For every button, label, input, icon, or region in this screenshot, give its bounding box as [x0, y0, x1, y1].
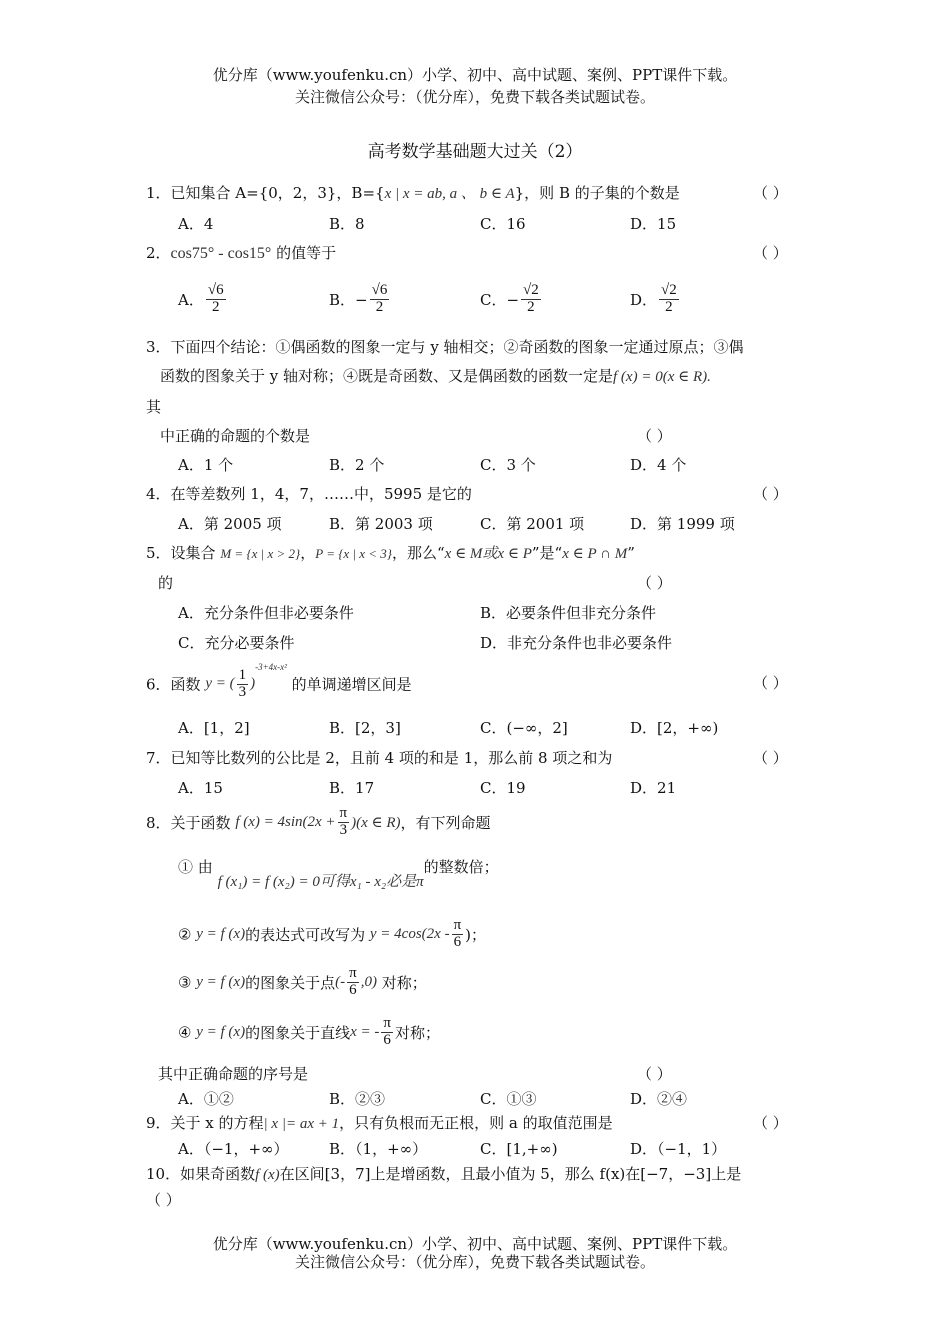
q1-option-a: A．4 [178, 215, 214, 233]
q9-stem: 9．关于 x 的方程| x |= ax + 1，只有负根而无正根，则 a 的取值范围是 [146, 1114, 613, 1132]
q6-option-a: A．[1，2] [178, 719, 250, 737]
q1-option-c: C．16 [480, 215, 526, 233]
q2-option-c: C．− $\frac{√2}{2}$ [480, 282, 539, 315]
q2-option-c-frac: $\frac{√2}{2}$ [523, 282, 539, 315]
q9-option-d: D．（−1，1） [630, 1140, 727, 1158]
q2-option-a-frac: $\frac{√6}{2}$ [207, 282, 224, 315]
q3-line-3: 其 [146, 398, 162, 416]
q3-option-a: A．1 个 [178, 456, 234, 474]
q10-answer-paren: （ ） [146, 1191, 181, 1209]
footer-line-2: 关注微信公众号：（优分库），免费下载各类试题试卷。 [294, 1253, 655, 1271]
q7-answer-paren: （ ） [753, 749, 788, 767]
q8-answer-paren: （ ） [637, 1065, 672, 1083]
q4-option-d: D．第 1999 项 [630, 515, 735, 533]
q5-answer-paren: （ ） [637, 574, 672, 592]
q6-option-c: C．(−∞，2] [480, 719, 568, 737]
q8-math-pre: f (x) = 4sin(2x + [235, 813, 336, 830]
q1-answer-paren: （ ） [753, 184, 788, 202]
q8-option-b: B．②③ [329, 1090, 386, 1108]
q2-option-d: D． $\frac{√2}{2}$ [630, 282, 677, 315]
q4-option-b: B．第 2003 项 [329, 515, 433, 533]
q1-option-d: D．15 [630, 215, 677, 233]
q5-math-2: P = {x | x < 3} [315, 546, 392, 561]
q3-option-d: D．4 个 [630, 456, 687, 474]
q2-text: 2． [146, 244, 171, 262]
q3-option-b: B．2 个 [329, 456, 385, 474]
q10-math: f (x) [255, 1167, 280, 1183]
q1-math: x | x = ab, a 、 b ∈ A [384, 186, 515, 202]
q8-proposition-3: ③ y = f (x)的图象关于点(- $\frac{\pi}{6}$ ,0) 对称； [178, 965, 427, 998]
q9-answer-paren: （ ） [753, 1114, 788, 1132]
q2-math: cos75° - cos15° [170, 245, 272, 262]
q5-option-b: B．必要条件但非充分条件 [480, 604, 657, 622]
q8-proposition-1: ① 由 f (x₁) = f (x₂) = 0可得x₁ - x₂必是π的整数倍； [178, 858, 499, 890]
q3-line-1: 3．下面四个结论：①偶函数的图象一定与 y 轴相交；②奇函数的图象一定通过原点；③偶 [146, 338, 744, 356]
q9-option-a: A．（−1，+∞） [178, 1140, 289, 1158]
q3-line-2: 函数的图象关于 y 轴对称；④既是奇函数、又是偶函数的函数一定是f (x) = 0(x ∈ R). [160, 367, 711, 385]
q1-text: 1．已知集合 A={0，2，3}，B={ [146, 184, 385, 202]
q8-option-a: A．①② [178, 1090, 234, 1108]
q4-answer-paren: （ ） [753, 485, 788, 503]
q5-option-c: C．充分必要条件 [178, 634, 295, 652]
q6-exponent: -3+4x-x² [255, 662, 287, 672]
q2-option-b: B．− $\frac{√6}{2}$ [329, 282, 388, 315]
q5-option-d: D．非充分条件也非必要条件 [480, 634, 673, 652]
q4-stem: 4．在等差数列 1，4，7，……中，5995 是它的 [146, 485, 472, 503]
q5-line-2: 的 [158, 574, 174, 592]
q8-last-line: 其中正确命题的序号是 [158, 1065, 309, 1083]
q8-proposition-4: ④ y = f (x)的图象关于直线x = - $\frac{\pi}{6}$ 对称； [178, 1015, 440, 1048]
q8-p4-frac: $\frac{\pi}{6}$ [383, 1015, 391, 1048]
q7-option-c: C．19 [480, 779, 526, 797]
q2-tail: 的值等于 [271, 244, 337, 262]
header-line-1: 优分库（www.youfenku.cn）小学、初中、高中试题、案例、PPT课件下载。 [212, 66, 738, 84]
q7-stem: 7．已知等比数列的公比是 2，且前 4 项的和是 1，那么前 8 项之和为 [146, 749, 613, 767]
question-1-stem [146, 182, 680, 203]
q6-option-b: B．[2，3] [329, 719, 401, 737]
q4-option-a: A．第 2005 项 [178, 515, 282, 533]
question-2-stem [146, 242, 336, 263]
q2-answer-paren: （ ） [753, 244, 788, 262]
q2-option-b-frac: $\frac{√6}{2}$ [371, 282, 388, 315]
q8-stem: 8．关于函数 f (x) = 4sin(2x + $\frac{\pi}{3}$ )(x ∈ R)，有下列命题 [146, 805, 491, 838]
q9-math: | x |= ax + 1 [263, 1116, 340, 1132]
q2-option-d-frac: $\frac{√2}{2}$ [661, 282, 677, 315]
q1-tail: }，则 B 的子集的个数是 [514, 184, 680, 202]
q3-option-c: C．3 个 [480, 456, 536, 474]
q8-option-d: D．②④ [630, 1090, 688, 1108]
q5-stem: 5．设集合 M = {x | x > 2}，P = {x | x < 3}，那么“x ∈ M或x ∈ P”是“x ∈ P ∩ M” [146, 544, 635, 562]
q6-math-pre: y = ( [205, 675, 235, 692]
q5-math-4: x ∈ P ∩ M [562, 546, 628, 562]
q5-math-1: M = {x | x > 2} [220, 546, 301, 561]
q3-answer-paren: （ ） [637, 427, 672, 445]
q8-proposition-2: ② y = f (x)的表达式可改写为 y = 4cos(2x - $\frac{\pi}{6}$ )； [178, 917, 487, 950]
q9-option-c: C．[1,+∞) [480, 1140, 558, 1158]
q8-p3-frac: $\frac{\pi}{6}$ [349, 965, 357, 998]
q6-frac: $\frac{1}{3}$ [238, 666, 247, 700]
q8-p1-math: f (x₁) = f (x₂) = 0可得x₁ - x₂必是π [217, 874, 424, 890]
q6-stem: 6．函数 y = ( $\frac{1}{3}$ )$^{-3+4x-x^2}$ 的单调递增区间是 [146, 662, 412, 700]
q8-p2-frac: $\frac{\pi}{6}$ [453, 917, 462, 950]
header-line-2: 关注微信公众号：（优分库），免费下载各类试题试卷。 [294, 88, 655, 106]
q5-option-a: A．充分条件但非必要条件 [178, 604, 354, 622]
q7-option-d: D．21 [630, 779, 677, 797]
q2-option-a: A． $\frac{√6}{2}$ [178, 282, 224, 315]
q5-math-3: x ∈ M或x ∈ P [444, 546, 532, 562]
footer-line-1: 优分库（www.youfenku.cn）小学、初中、高中试题、案例、PPT课件下载。 [212, 1235, 738, 1253]
q6-option-d: D．[2，+∞) [630, 719, 719, 737]
q9-option-b: B．（1，+∞） [329, 1140, 428, 1158]
page-title: 高考数学基础题大过关（2） [367, 142, 583, 162]
q1-option-b: B．8 [329, 215, 365, 233]
q4-option-c: C．第 2001 项 [480, 515, 585, 533]
q3-line-4: 中正确的命题的个数是 [160, 427, 311, 445]
q8-option-c: C．①③ [480, 1090, 537, 1108]
q7-option-a: A．15 [178, 779, 223, 797]
q6-answer-paren: （ ） [753, 674, 788, 692]
q7-option-b: B．17 [329, 779, 375, 797]
q8-frac: $\frac{\pi}{3}$ [339, 805, 348, 838]
q10-stem: 10．如果奇函数f (x)在区间[3，7]上是增函数，且最小值为 5，那么 f(x)在[−7，−3]上是 [146, 1165, 742, 1183]
q3-math: f (x) = 0(x ∈ R). [613, 369, 711, 385]
